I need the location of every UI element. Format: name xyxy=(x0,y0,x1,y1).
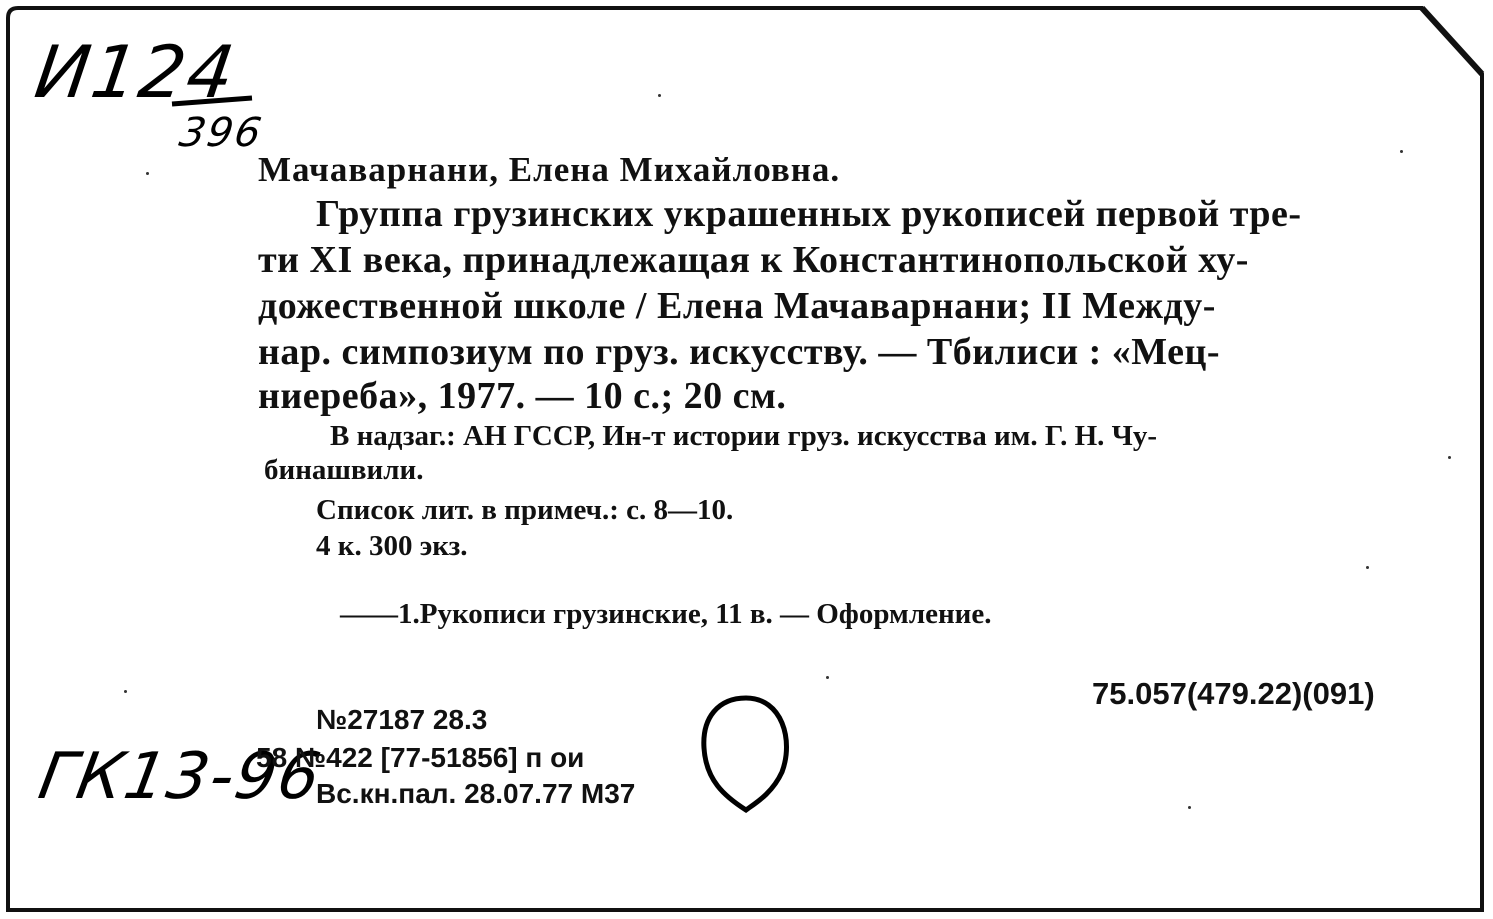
bibliography-note: Список лит. в примеч.: с. 8—10. xyxy=(316,494,734,526)
punch-hole-mark xyxy=(694,690,798,820)
scan-speck xyxy=(124,690,127,693)
handwritten-underline xyxy=(168,92,258,112)
handwritten-bottom-mark: ГК13-96 xyxy=(33,740,328,814)
price-note: 4 к. 300 экз. xyxy=(316,530,468,562)
scan-speck xyxy=(1188,806,1191,809)
scan-speck xyxy=(146,172,149,175)
registry-line-2: 58 №422 [77-51856] п ои xyxy=(256,742,585,773)
registry-line-1: №27187 28.3 xyxy=(316,704,488,735)
registry-line-3: Вс.кн.пал. 28.07.77 М37 xyxy=(316,778,636,809)
title-line-5: ниереба», 1977. — 10 с.; 20 см. xyxy=(258,375,787,417)
scan-speck xyxy=(1366,566,1369,569)
classification-code: 75.057(479.22)(091) xyxy=(1092,676,1375,711)
scan-speck xyxy=(826,676,829,679)
title-line-2: ти XI века, принадлежащая к Константинопольской ху- xyxy=(258,239,1249,281)
scan-speck xyxy=(1448,456,1451,459)
handwritten-shelf-mark: И124 xyxy=(30,30,242,114)
title-line-1: Группа грузинских украшенных рукописей первой тре- xyxy=(316,193,1302,235)
handwritten-shelf-sub: 396 xyxy=(175,110,267,156)
author-heading: Мачаварнани, Елена Михайловна. xyxy=(258,150,841,189)
note-line-1: В надзаг.: АН ГССР, Ин-т истории груз. искусства им. Г. Н. Чу- xyxy=(330,420,1158,452)
scan-speck xyxy=(1400,150,1403,153)
title-line-3: дожественной школе / Елена Мачаварнани; II Междy- xyxy=(258,285,1216,327)
title-line-4: нар. симпозиум по груз. искусству. — Тбилиси : «Мец- xyxy=(258,331,1221,373)
subject-heading: ——1.Рукописи грузинские, 11 в. — Оформление. xyxy=(340,598,992,630)
note-line-2: бинашвили. xyxy=(264,454,424,486)
scan-speck xyxy=(658,94,661,97)
